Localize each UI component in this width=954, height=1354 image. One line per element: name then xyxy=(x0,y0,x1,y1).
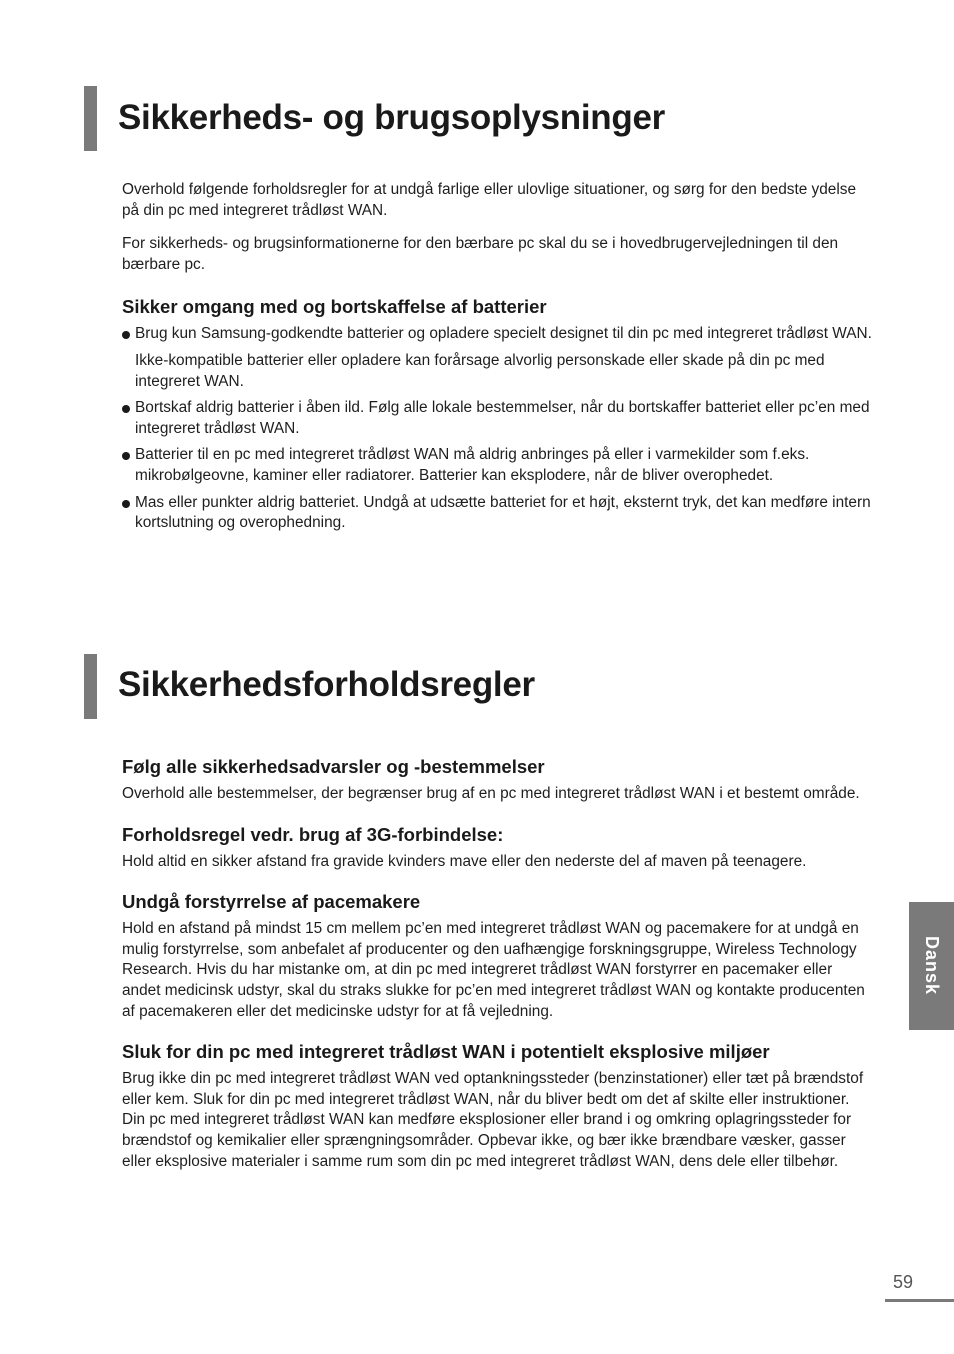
intro-paragraph: Overhold følgende forholdsregler for at undgå farlige eller ulovlige situationer, og sørg for den bedste ydelse på din pc med integreret trådløst WAN. xyxy=(122,181,857,219)
bullet-item xyxy=(122,324,872,392)
section-title: Sikkerhedsforholdsregler xyxy=(118,665,535,704)
bullet-icon xyxy=(122,500,130,508)
page-number: 59 xyxy=(893,1272,914,1292)
bullet-icon xyxy=(122,452,130,460)
intro-paragraph: For sikkerheds- og brugsinformationerne for den bærbare pc skal du se i hovedbrugervejledningen til den bærbare pc. xyxy=(122,235,839,273)
section-content xyxy=(122,755,872,1172)
body-paragraph: Overhold alle bestemmelser, der begrænser brug af en pc med integreret trådløst WAN i et bestemt område. xyxy=(122,785,860,802)
bullet-icon xyxy=(122,331,130,339)
bullet-icon xyxy=(122,405,130,413)
language-tab xyxy=(909,902,954,1030)
subheading: Sikker omgang med og bortskaffelse af batterier xyxy=(122,296,547,318)
bullet-text: Bortskaf aldrig batterier i åben ild. Følg alle lokale bestemmelser, når du bortskaffer batteriet eller pc’en med integreret trådløst WAN. xyxy=(135,399,870,437)
bullet-item xyxy=(122,493,872,534)
subheading: Forholdsregel vedr. brug af 3G-forbindelse: xyxy=(122,823,504,845)
subheading: Undgå forstyrrelse af pacemakere xyxy=(122,891,421,913)
bullet-text: Brug kun Samsung-godkendte batterier og opladere specielt designet til din pc med integreret trådløst WAN. xyxy=(135,325,872,343)
body-paragraph: Hold en afstand på mindst 15 cm mellem pc’en med integreret trådløst WAN og pacemakere for at undgå en mulig forstyrrelse, som anbefalet af producenter og den uafhængige forskningsgruppe, Wireless Technology Research. Hvis du har mistanke om, at din pc med integreret trådløst WAN forstyrrer en pacemaker eller andet medicinsk udstyr, skal du straks slukke for pc’en med integreret trådløst WAN og kontakte producenten af pacemakeren eller det medicinske udstyr for at få vejledning. xyxy=(122,920,865,1020)
page-number-rule xyxy=(885,1299,954,1302)
subheading: Sluk for din pc med integreret trådløst WAN i potentielt eksplosive miljøer xyxy=(122,1041,770,1063)
body-paragraph: Brug ikke din pc med integreret trådløst WAN ved optankningssteder (benzinstationer) eller tæt på brændstof eller kem. Sluk for din pc med integreret trådløst WAN, når du bliver bedt om det af skilte eller instruktioner. Din pc med integreret trådløst WAN kan medføre eksplosioner eller brand i og omkring oplagringssteder for brændstof og kemikalier eller sprængningsområder. Opbevar ikke, og bær ikke brændbare væsker, gasser eller eksplosive materialer i samme rum som din pc med integreret trådløst WAN, dens dele eller tilbehør. xyxy=(122,1070,864,1170)
bullet-item xyxy=(122,445,872,486)
section-content xyxy=(122,180,872,534)
battery-bullet-list xyxy=(122,324,872,533)
bullet-item xyxy=(122,398,872,439)
section-title: Sikkerheds- og brugsoplysninger xyxy=(118,98,665,137)
language-tab-label: Dansk xyxy=(922,936,942,996)
section-marker-bar xyxy=(84,86,97,151)
bullet-note: Ikke-kompatible batterier eller opladere kan forårsage alvorlig personskade eller skade på din pc med integreret WAN. xyxy=(135,351,825,390)
subheading: Følg alle sikkerhedsadvarsler og -bestemmelser xyxy=(122,756,545,777)
bullet-text: Mas eller punkter aldrig batteriet. Undgå at udsætte batteriet for et højt, eksternt tryk, det kan medføre intern kortslutning og overophedning. xyxy=(135,493,871,532)
body-paragraph: Hold altid en sikker afstand fra gravide kvinders mave eller den nederste del af maven på teenagere. xyxy=(122,852,807,870)
bullet-text: Batterier til en pc med integreret trådløst WAN må aldrig anbringes på eller i varmekilder som f.eks. mikrobølgeovne, kaminer eller radiatorer. Batterier kan eksplodere, når de bliver overophedet. xyxy=(135,446,810,484)
section-marker-bar xyxy=(84,654,97,719)
